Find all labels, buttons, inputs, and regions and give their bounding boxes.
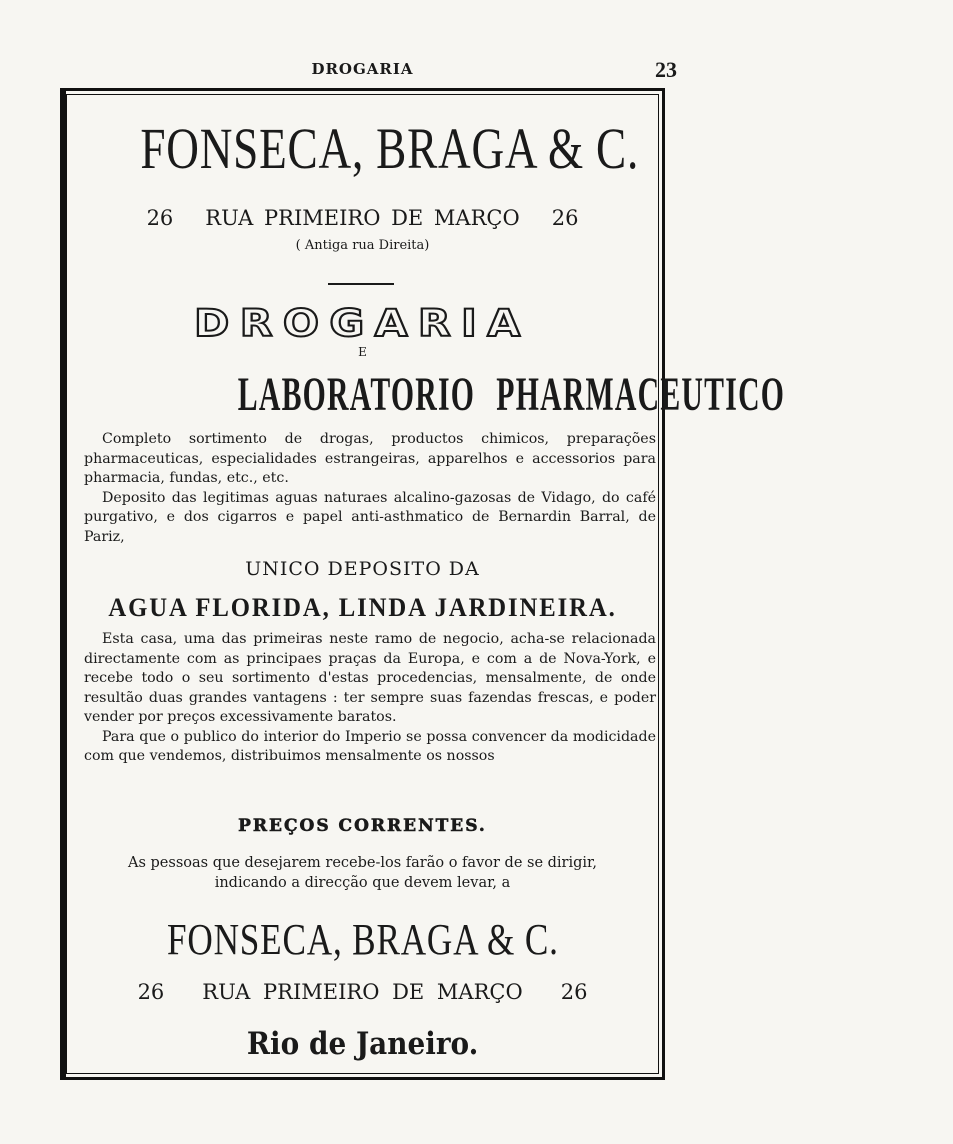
drogaria-heading [70, 302, 655, 346]
request-line-2: indicando a direcção que devem levar, a [214, 875, 511, 891]
firm-name-footer [70, 912, 655, 968]
conjunction: E [358, 345, 367, 359]
firm-name-text: FONSECA, BRAGA & C. [140, 116, 640, 181]
unico-deposito: UNICO DEPOSITO DA [245, 558, 480, 580]
paragraph-public: Para que o publico do interior do Imperio se possa convencer da modicidade com que vendemos, distribuimos mensalmente os nossos [84, 728, 656, 764]
city-text: Rio de Janeiro. [246, 1026, 479, 1062]
firm-name-footer-text: FONSECA, BRAGA & C. [166, 915, 559, 964]
divider-rule [328, 283, 394, 285]
intro-paragraphs [84, 430, 656, 547]
laboratory-heading-text: LABORATORIO PHARMACEUTICO [237, 368, 786, 421]
drogaria-heading-text: DROGARIA [194, 302, 531, 345]
agua-florida-text: AGUA FLORIDA, LINDA JARDINEIRA. [108, 593, 617, 622]
address-footer: 26 RUA PRIMEIRO DE MARÇO 26 [137, 980, 588, 1004]
paragraph-house: Esta casa, uma das primeiras neste ramo de negocio, acha-se relacionada directamente com as principaes praças da Europa, e com a de Nova-York, e recebe todo o seu sortimento d'estas procedencias, mensalmente, de onde resultão duas grandes vantagens : ter sempre suas fazendas frescas, e poder vender por preços excessivamente baratos. [84, 631, 656, 725]
firm-name [70, 112, 655, 186]
page-number: 23 [655, 57, 677, 82]
laboratory-heading [70, 366, 786, 424]
agua-florida [70, 592, 655, 624]
paragraph-deposit: Deposito das legitimas aguas naturaes alcalino-gazosas de Vidago, do café purgativo, e dos cigarros e papel anti-asthmatico de Bernardin Barral, de Pariz, [84, 489, 656, 545]
precos-correntes [70, 814, 655, 838]
paragraph-assortment: Completo sortimento de drogas, productos chimicos, preparações pharmaceuticas, especialidades estrangeiras, apparelhos e accessorios para pharmacia, fundas, etc., etc. [84, 431, 656, 486]
request-line-1: As pessoas que desejarem recebe-los farão o favor de se dirigir, [128, 855, 597, 871]
precos-correntes-text: PREÇOS CORRENTES. [238, 816, 487, 836]
address-note: ( Antiga rua Direita) [295, 238, 430, 253]
ad-frame-left-rule [62, 90, 66, 1078]
house-paragraphs [84, 630, 656, 767]
running-title: DROGARIA [311, 60, 414, 78]
city [70, 1024, 655, 1064]
address-line: 26 RUA PRIMEIRO DE MARÇO 26 [146, 206, 579, 230]
